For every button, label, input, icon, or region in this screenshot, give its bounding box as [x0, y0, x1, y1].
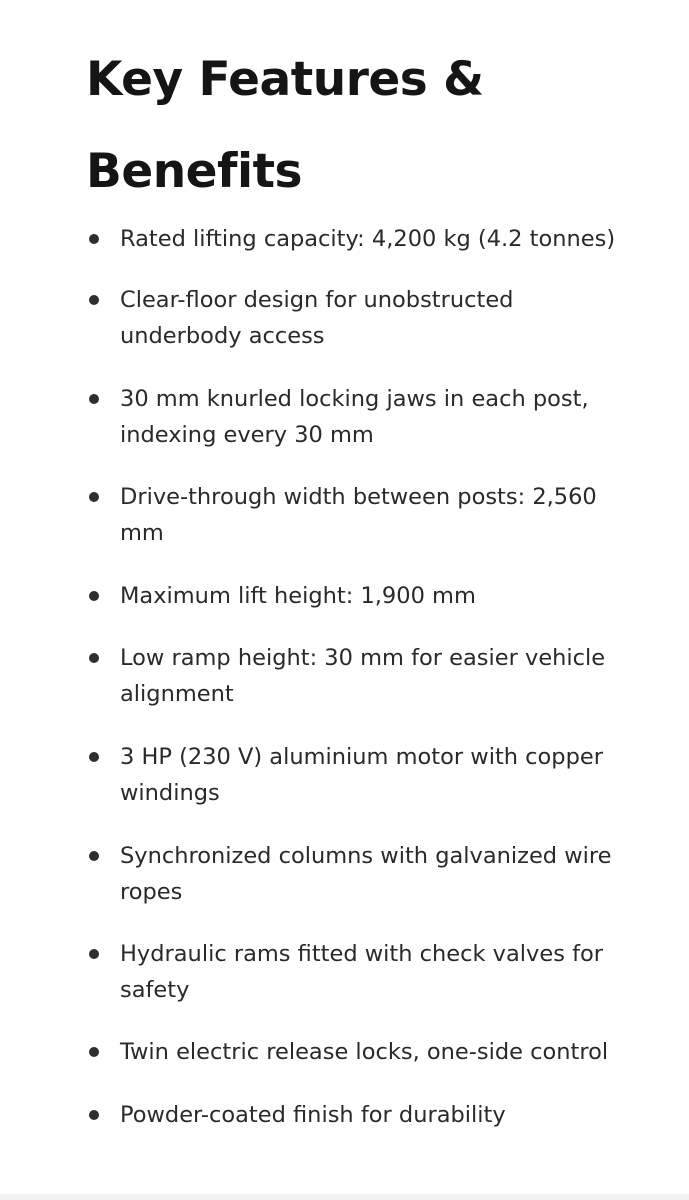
section-heading — [86, 34, 646, 218]
list-item — [86, 578, 631, 614]
list-item — [86, 221, 631, 257]
feature-text: Synchronized columns with galvanized wire ropes — [120, 843, 612, 905]
feature-text: Rated lifting capacity: 4,200 kg (4.2 tonnes) — [120, 226, 616, 252]
bullet-icon — [89, 295, 99, 305]
bullet-icon — [89, 851, 99, 861]
feature-text: Powder-coated finish for durability — [120, 1102, 506, 1128]
list-item — [86, 1034, 631, 1070]
feature-text: Twin electric release locks, one-side control — [120, 1039, 609, 1065]
list-item — [86, 838, 631, 910]
heading-line-2: Benefits — [86, 144, 303, 199]
bullet-icon — [89, 591, 99, 601]
list-item — [86, 739, 631, 811]
bullet-icon — [89, 394, 99, 404]
list-item — [86, 1097, 631, 1133]
bullet-icon — [89, 949, 99, 959]
feature-text: Clear-floor design for unobstructed underbody access — [120, 287, 514, 349]
feature-text: Maximum lift height: 1,900 mm — [120, 583, 476, 609]
feature-text: Drive-through width between posts: 2,560 mm — [120, 484, 597, 546]
list-item — [86, 381, 631, 453]
feature-text: Low ramp height: 30 mm for easier vehicle alignment — [120, 645, 606, 707]
bullet-icon — [89, 653, 99, 663]
feature-text: Hydraulic rams fitted with check valves for safety — [120, 941, 604, 1003]
bullet-icon — [89, 752, 99, 762]
heading-line-1: Key Features & — [86, 52, 484, 107]
list-item — [86, 479, 631, 551]
bullet-icon — [89, 234, 99, 244]
features-section — [86, 34, 646, 218]
list-item — [86, 282, 631, 354]
feature-text: 3 HP (230 V) aluminium motor with copper windings — [120, 744, 603, 806]
feature-text: 30 mm knurled locking jaws in each post, indexing every 30 mm — [120, 386, 589, 448]
bullet-icon — [89, 1110, 99, 1120]
bullet-icon — [89, 1047, 99, 1057]
bullet-icon — [89, 492, 99, 502]
list-item — [86, 640, 631, 712]
list-item — [86, 936, 631, 1008]
page-bottom-divider — [0, 1194, 689, 1200]
